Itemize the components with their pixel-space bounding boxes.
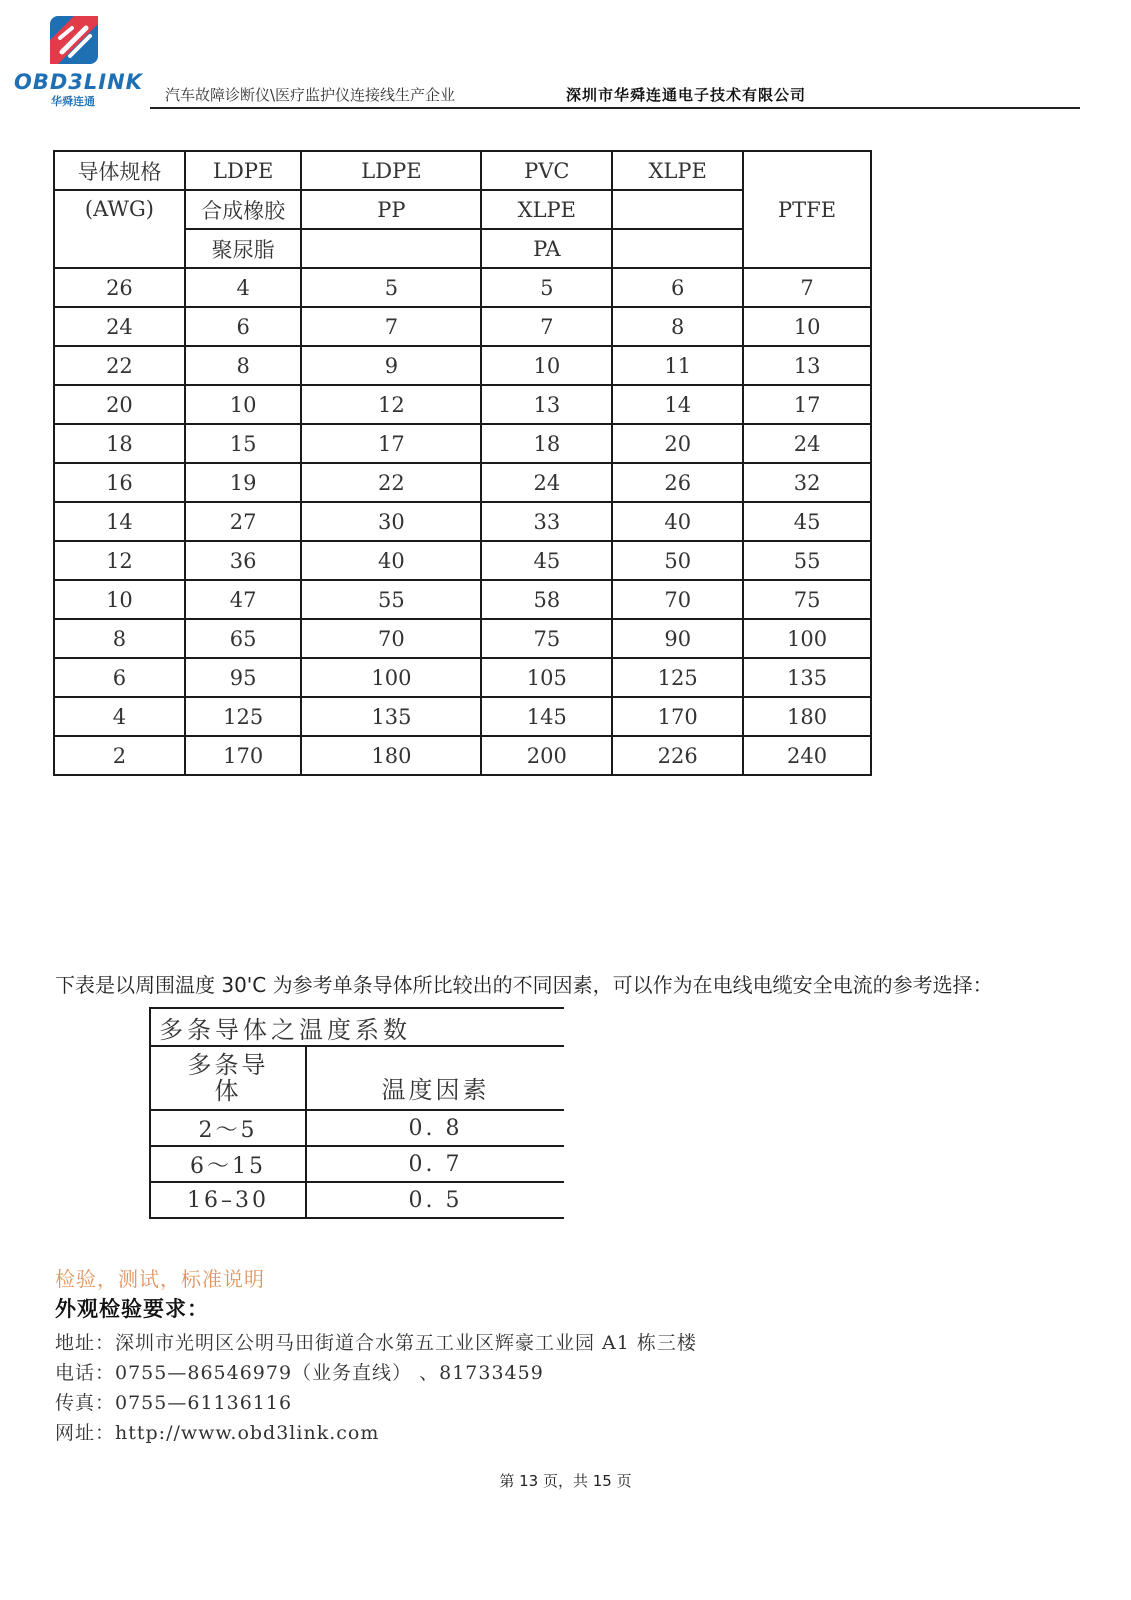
table-cell: 6 [612,268,743,307]
table-cell: 6 [185,307,302,346]
table-cell: 105 [481,658,612,697]
logo-subtext: 华舜连通 [51,95,95,108]
table-cell: 75 [743,580,871,619]
header-cell [612,229,743,268]
table-cell: 8 [54,619,185,658]
table-row [54,541,871,580]
table-cell: 70 [612,580,743,619]
table-cell: 24 [481,463,612,502]
table-cell: 70 [301,619,481,658]
table-cell: 100 [743,619,871,658]
table-header-row [54,151,871,190]
table-cell: 18 [481,424,612,463]
header-cell [301,229,481,268]
header-tagline: 汽车故障诊断仪\医疗监护仪连接线生产企业 [165,86,456,104]
header-cell [612,190,743,229]
table-row [54,619,871,658]
table-cell: 6～15 [150,1146,306,1182]
table-cell: 90 [612,619,743,658]
table-cell: 10 [185,385,302,424]
table-row [54,385,871,424]
table-row [54,268,871,307]
contact-phone: 电话：0755—86546979（业务直线） 、81733459 [55,1362,544,1384]
table-cell: 10 [481,346,612,385]
table-cell: 13 [743,346,871,385]
table-cell: 95 [185,658,302,697]
section-link[interactable]: 检验，测试，标准说明 [55,1267,265,1291]
section-title: 外观检验要求： [55,1297,209,1321]
table-cell: 135 [301,697,481,736]
contact-website: 网址：http://www.obd3link.com [55,1422,380,1444]
table-cell: 0. 8 [306,1110,564,1146]
table-cell: 0. 5 [306,1182,564,1218]
table-cell: 4 [185,268,302,307]
table-row [54,463,871,502]
table-cell: 13 [481,385,612,424]
table-cell: 9 [301,346,481,385]
table-cell: 40 [301,541,481,580]
table-cell: 16–30 [150,1182,306,1218]
table-cell: 10 [54,580,185,619]
table-cell: 24 [54,307,185,346]
table-cell: 32 [743,463,871,502]
table-cell: 26 [54,268,185,307]
table-row [54,346,871,385]
table-cell: 4 [54,697,185,736]
table-row [54,697,871,736]
header-divider [150,107,1080,109]
table-cell: 6 [54,658,185,697]
table-row [54,502,871,541]
table-cell: 33 [481,502,612,541]
table-cell: 55 [743,541,871,580]
header-cell: PTFE [743,151,871,268]
table-cell: 47 [185,580,302,619]
table-cell: 7 [743,268,871,307]
table-cell: 40 [612,502,743,541]
header-cell: PP [301,190,481,229]
table-row [150,1146,564,1182]
table-cell: 12 [301,385,481,424]
table-cell: 135 [743,658,871,697]
table-cell: 180 [743,697,871,736]
table-cell: 58 [481,580,612,619]
table-cell: 5 [301,268,481,307]
header-cell: XLPE [481,190,612,229]
table-cell: 8 [612,307,743,346]
header-cell: 合成橡胶 [185,190,302,229]
table-cell: 22 [301,463,481,502]
table-cell: 15 [185,424,302,463]
table-row [150,1110,564,1146]
current-capacity-table [53,150,872,776]
table-cell: 12 [54,541,185,580]
table-cell: 8 [185,346,302,385]
table-cell: 20 [612,424,743,463]
header-cell [150,1046,306,1110]
header-cell: LDPE [301,151,481,190]
logo-text: OBD3LINK [14,70,143,94]
table-row [54,307,871,346]
header-line: 多条导 [187,1051,269,1079]
table-cell: 55 [301,580,481,619]
contact-address: 地址：深圳市光明区公明马田街道合水第五工业区辉豪工业园 A1 栋三楼 [55,1332,697,1354]
header-cell: LDPE [185,151,302,190]
header-company-name: 深圳市华舜连通电子技术有限公司 [566,86,807,104]
table-cell: 145 [481,697,612,736]
table-cell: 7 [301,307,481,346]
page-number: 第 13 页，共 15 页 [499,1472,632,1490]
table-row [54,580,871,619]
table-cell: 100 [301,658,481,697]
table-cell: 65 [185,619,302,658]
table-cell: 125 [185,697,302,736]
table-cell: 11 [612,346,743,385]
table-cell: 17 [743,385,871,424]
table-title: 多条导体之温度系数 [150,1008,564,1046]
table-cell: 27 [185,502,302,541]
table-cell: 16 [54,463,185,502]
table-cell: 0. 7 [306,1146,564,1182]
table-cell: 18 [54,424,185,463]
table-cell: 26 [612,463,743,502]
table-cell: 7 [481,307,612,346]
table-cell: 125 [612,658,743,697]
table-cell: 22 [54,346,185,385]
table-cell: 200 [481,736,612,775]
table-cell: 30 [301,502,481,541]
table-cell: 45 [481,541,612,580]
table-cell: 24 [743,424,871,463]
table-cell: 36 [185,541,302,580]
table-cell: 2～5 [150,1110,306,1146]
table-cell: 19 [185,463,302,502]
header-cell: 聚尿脂 [185,229,302,268]
header-cell: PVC [481,151,612,190]
header-cell: (AWG) [54,190,185,268]
header-cell: 温度因素 [306,1046,564,1110]
table-cell: 2 [54,736,185,775]
header-cell: XLPE [612,151,743,190]
table-cell: 5 [481,268,612,307]
contact-fax: 传真：0755—61136116 [55,1392,293,1414]
table-row [54,424,871,463]
table-cell: 226 [612,736,743,775]
table-cell: 180 [301,736,481,775]
temperature-factor-table [149,1007,564,1219]
header-cell: PA [481,229,612,268]
table-cell: 50 [612,541,743,580]
table-row [54,736,871,775]
table-title-row [150,1008,564,1046]
table-cell: 45 [743,502,871,541]
header-line: 体 [214,1077,242,1105]
temperature-factor-table-wrap [149,1007,564,1219]
table-cell: 14 [612,385,743,424]
table-row [150,1182,564,1218]
table-cell: 20 [54,385,185,424]
table-cell: 240 [743,736,871,775]
table-cell: 17 [301,424,481,463]
header-cell: 导体规格 [54,151,185,190]
table-cell: 14 [54,502,185,541]
table-row [54,658,871,697]
table-cell: 10 [743,307,871,346]
table-cell: 170 [612,697,743,736]
table-header-row [150,1046,564,1110]
paragraph-text: 下表是以周围温度 30'C 为参考单条导体所比较出的不同因素，可以作为在电线电缆安全电流的参考选择： [55,973,993,997]
table-cell: 75 [481,619,612,658]
table-cell: 170 [185,736,302,775]
